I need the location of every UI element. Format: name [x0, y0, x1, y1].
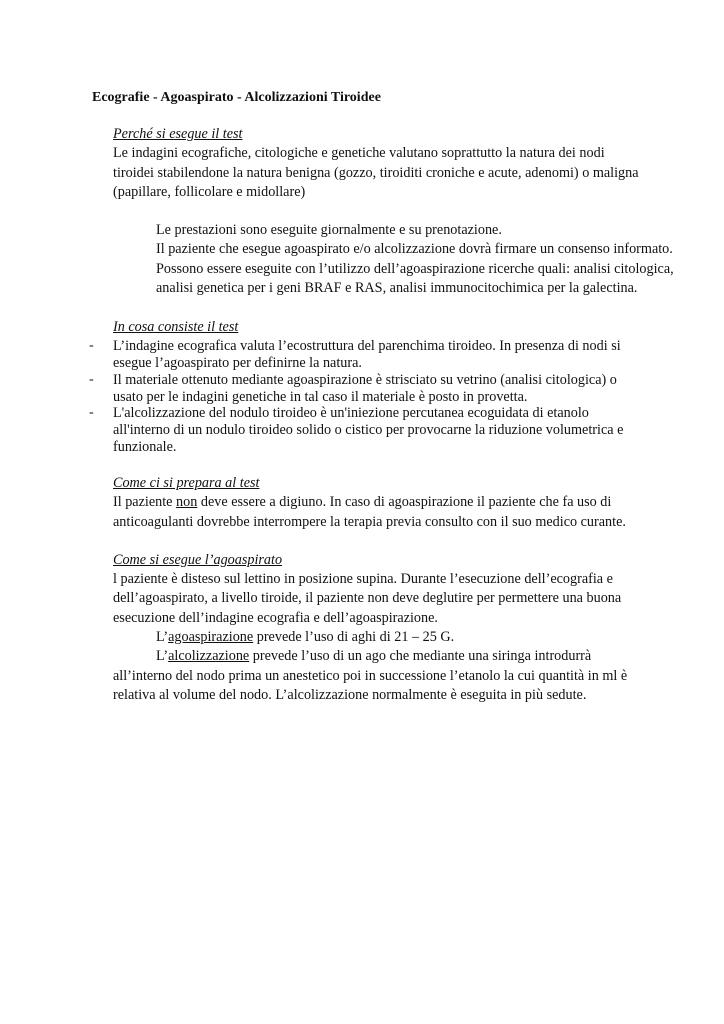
bullet-marker: -: [89, 372, 94, 387]
section-heading-how: Come si esegue l’agoaspirato: [113, 552, 283, 568]
bullet-marker: -: [89, 338, 94, 353]
text-fragment: deve essere a digiuno. In caso di agoaspirazione il paziente che fa uso di: [197, 494, 612, 510]
paragraph-line: relativa al volume del nodo. L’alcolizzazione normalmente è eseguita in più sedute.: [113, 687, 587, 703]
section-heading-prepare: Come ci si prepara al test: [113, 475, 260, 491]
document-title: Ecografie - Agoaspirato - Alcolizzazioni Tiroidee: [92, 90, 381, 105]
section-heading-what: In cosa consiste il test: [113, 319, 239, 335]
paragraph-line: [156, 648, 591, 664]
bullet-marker: -: [89, 405, 94, 420]
bullet-line: all'interno di un nodulo tiroideo solido o cistico per provocarne la riduzione volumetrica e: [113, 422, 624, 438]
bullet-line: funzionale.: [113, 439, 177, 455]
bullet-line: usato per le indagini genetiche in tal caso il materiale è posto in provetta.: [113, 389, 528, 405]
bullet-line: esegue l’agoaspirato per definirne la natura.: [113, 355, 362, 371]
paragraph-line: Le indagini ecografiche, citologiche e genetiche valutano soprattutto la natura dei nodi: [113, 145, 605, 161]
text-fragment: L’: [156, 648, 169, 664]
paragraph-line: dell’agoaspirato, a livello tiroide, il paziente non deve deglutire per permettere una buona: [113, 590, 622, 606]
indented-line: Le prestazioni sono eseguite giornalmente e su prenotazione.: [156, 222, 502, 238]
indented-line: Possono essere eseguite con l’utilizzo dell’agoaspirazione ricerche quali: analisi citologica,: [156, 261, 674, 277]
indented-line: analisi genetica per i geni BRAF e RAS, analisi immunocitochimica per la galectina.: [156, 280, 638, 296]
text-fragment: prevede l’uso di aghi di 21 – 25 G.: [253, 629, 455, 645]
underlined-word: alcolizzazione: [168, 648, 250, 664]
text-fragment: Il paziente: [113, 494, 177, 510]
paragraph-line: l paziente è disteso sul lettino in posizione supina. Durante l’esecuzione dell’ecografia e: [113, 571, 613, 587]
bullet-line: L'alcolizzazione del nodulo tiroideo è un'iniezione percutanea ecoguidata di etanolo: [113, 405, 589, 421]
section-heading-why: Perché si esegue il test: [113, 126, 243, 142]
paragraph-line: [113, 494, 611, 510]
paragraph-line: [156, 629, 454, 645]
underlined-word: non: [176, 494, 198, 510]
paragraph-line: (papillare, follicolare e midollare): [113, 184, 306, 200]
text-fragment: L’: [156, 629, 169, 645]
paragraph-line: all’interno del nodo prima un anestetico poi in successione l’etanolo la cui quantità in ml è: [113, 668, 628, 684]
paragraph-line: tiroidei stabilendone la natura benigna (gozzo, tiroiditi croniche e acute, adenomi) o maligna: [113, 165, 639, 181]
text-fragment: prevede l’uso di un ago che mediante una siringa introdurrà: [249, 648, 592, 664]
indented-line: Il paziente che esegue agoaspirato e/o alcolizzazione dovrà firmare un consenso informato.: [156, 241, 673, 257]
paragraph-line: esecuzione dell’indagine ecografia e dell’agoaspirazione.: [113, 610, 438, 626]
underlined-word: agoaspirazione: [168, 629, 254, 645]
paragraph-line: anticoagulanti dovrebbe interrompere la terapia previa consulto con il suo medico curante.: [113, 514, 626, 530]
bullet-line: Il materiale ottenuto mediante agoaspirazione è strisciato su vetrino (analisi citologica) o: [113, 372, 617, 388]
bullet-line: L’indagine ecografica valuta l’ecostruttura del parenchima tiroideo. In presenza di nodi si: [113, 338, 621, 354]
